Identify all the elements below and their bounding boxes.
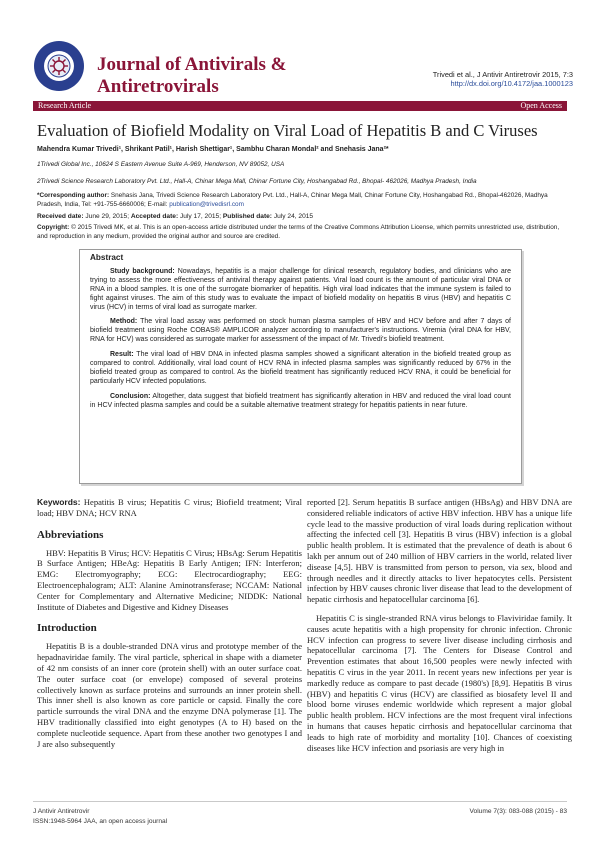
corresponding-author-text: Snehasis Jana, Trivedi Science Research Laboratory Pvt. Ltd., Hall-A, Chinar Mega Mall, Chinar Fortune City, Hoshangabad Rd., Bhopal-462026, Madhya Pradesh, India, Tel: +91-755-6660006; E-mail: [37,192,548,208]
article-type-bar [33,101,567,111]
background-text: Nowadays, hepatitis is a major challenge for clinical research, regulatory bodies, and clinicians who are trying to assess the more effectiveness of antiviral therapy against patients. Viral load count is the amount of particular viral DNA or RNA in a blood samples. It is one of the surrogate biomarker of hepatitis. High viral load indicates that the immune system is failed to fight against viruses. The aim of this study was to evaluate the impact of biofield modality on hepatitis B virus (HBV) and hepatitis C virus (HCV) in terms of viral load as surrogate marker. [90,267,511,311]
keywords [37,497,302,519]
footer-journal: J Antivir Antiretrovir [33,808,90,815]
citation-text: Trivedi et al., J Antivir Antiretrovir 2015, 7:3 [432,70,573,79]
corresponding-email-link[interactable]: publication@trivedisrl.com [169,200,244,208]
affiliation-2: 2Trivedi Science Research Laboratory Pvt. Ltd., Hall-A, Chinar Mega Mall, Chinar Fortune City, Hoshangabad Rd., Bhopal- 462026, Madhya Pradesh, India [37,178,477,185]
introduction-heading: Introduction [37,622,97,635]
article-title: Evaluation of Biofield Modality on Viral Load of Hepatitis B and C Viruses [37,121,538,140]
doi-link[interactable]: http://dx.doi.org/10.4172/jaa.1000123 [450,79,573,88]
conclusion-text: Altogether, data suggest that biofield treatment has significantly alteration in HBV and reduced the viral load count in HCV infected plasma samples and could be a suitable alternative treatment strategy for hepatitis patients in near future. [90,392,511,409]
author-list: Mahendra Kumar Trivedi¹, Shrikant Patil¹, Harish Shettigar¹, Sambhu Charan Mondal² and Snehasis Jana²* [37,146,389,153]
accepted-label: Accepted date: [130,213,179,220]
abstract-heading: Abstract [90,253,124,262]
result-label: Result: [110,351,134,359]
citation-block [433,70,573,88]
accepted-date: July 17, 2015; [180,213,222,220]
keywords-text: Hepatitis B virus; Hepatitis C virus; Biofield treatment; Viral load; HBV DNA; HCV RNA [37,497,303,518]
journal-title [97,54,286,98]
published-label: Published date: [222,213,272,220]
corresponding-author-label: *Corresponding author: [37,192,110,199]
footer-volume: Volume 7(3): 083-088 (2015) - 83 [469,808,567,815]
article-type-label: Research Article [38,101,92,110]
result-text: The viral load of HBV DNA in infected plasma samples showed a significant alteration in the biofield treated group as compared to control. Additionally, viral load count of HCV RNA in infected plasma samples was significantly reduced by 67% in the biofield treated group as compared to control. As the biofield treatment has significantly reduced HCV RNA, it could be beneficial for particularly HCV infected populations. [90,351,511,385]
conclusion-label: Conclusion: [110,392,151,400]
method-text: The viral load assay was performed on stock human plasma samples of HBV and HCV before and after 7 days of biofield treatment using Roche COBAS® AMPLICOR analyzer according to manufacturer's instructions. Viremia (viral DNA for HBV, RNA for HCV) was considered as surrogate marker for assessment of the impact of Mr. Trivedi's biofield treatment. [90,318,511,344]
keywords-label: Keywords: [37,497,81,507]
right-paragraph-2: Hepatitis C is single-stranded RNA virus belongs to Flaviviridae family. It causes acute hepatitis with a high propensity for chronic infection. Chronic HCV infection can progress to severe liver disease including cirrhosis and hepatocellular carcinoma [7]. The Centers for Disease Control and Prevention estimates that about 16,500 peoples were newly infected with hepatitis C virus in the year 2011. In recent years new infections per year is markedly reduce as compare to past decade (1980's) [8,9]. Hepatitis B virus (HBV) and hepatitis C virus (HCV) are classified as biosafety level II and blood borne viruses endemic worldwide which represent a major global public health problem. HCV infections are the most frequent viral infections in humans that causes hepatic cirrhosis and hepatocellular carcinoma that leads to high rate of morbidity and mortality [10]. Chances of coexisting diseases like HCV infection and psoriasis are very high in [307,612,572,753]
right-column [307,497,572,753]
copyright-label: Copyright: [37,224,70,231]
abstract-background [90,268,511,313]
right-paragraph-1: reported [2]. Serum hepatitis B surface antigen (HBsAg) and HBV DNA are considered reliable indicators of active HBV infection. HBV has a unique life cycle lead to the massive production of viral loads during replication without affecting the infected cell [3]. Hepatitis B virus (HBV) infection is a global public health problem. It is estimated that the prevalence of death is about 6 lakh per annum out of 240 million of HBV carriers in the world, related liver disease [4,5]. HBV is transmitted from person to person, via sex, blood and through needles and it directly attacks to liver hepatocytes cells. Persistent infection by HBV causes chronic liver disease that lead to the development of hepatic cirrhosis and hepatocellular carcinoma [6]. [307,497,572,605]
affiliation-1: 1Trivedi Global Inc., 10624 S Eastern Avenue Suite A-969, Henderson, NV 89052, USA [37,161,285,168]
abstract-method [90,318,511,345]
abbreviations-heading: Abbreviations [37,528,104,541]
abstract-conclusion [90,393,511,411]
copyright-notice [37,224,567,241]
journal-logo [33,40,85,92]
left-column [37,497,302,749]
method-label: Method: [110,318,138,326]
corresponding-author [37,192,567,209]
footer-left [33,807,167,827]
received-label: Received date: [37,213,84,220]
footer-issn: ISSN:1948-5964 JAA, an open access journal [33,818,168,825]
introduction-text: Hepatitis B is a double-stranded DNA virus and prototype member of the hepadnaviridae family. The viral particle, spherical in shape with a diameter of 42 nm consists of an inner core (protein shell) with an outer surface coat. The outer surface coat (or envelope) composed of several proteins collectively known as surface proteins and surrounds an inner protein shell. This inner shell is also known as core particle or capsid. Finally the core particle surrounds the viral DNA and the enzyme DNA polymerase [1]. The HBV traditionally classified into eight genotypes (A to H) based on the complete nucleotide sequence. Apart from these another two genotypes I and J are also subsequently [37,641,302,749]
copyright-text: © 2015 Trivedi MK, et al. This is an open-access article distributed under the terms of the Creative Commons Attribution License, which permits unrestricted use, distribution, and reproduction in any medium, provided the original author and source are credited. [37,224,560,240]
received-date: June 29, 2015; [85,213,130,220]
background-label: Study background: [110,267,175,275]
abbreviations-text: HBV: Hepatitis B Virus; HCV: Hepatitis C Virus; HBsAg: Serum Hepatitis B Surface Antigen; HBeAg: Hepatitis B Early Antigen; IFN: Interferon; EMG: Electromyography; ECG: Electrocardiography; EEG: Electroencephalogram; ALT: Alanine Aminotransferase; NCCAM: National Center for Complementary and Alternative Medicine; NIDDK: National Institute of Diabetes and Digestive and Kidney Diseases [37,547,302,612]
published-date: July 24, 2015 [273,213,314,220]
journal-title-line2: Antiretrovirals [97,76,219,97]
open-access-label: Open Access [520,101,562,110]
article-dates [37,212,567,221]
abstract-box [79,249,522,484]
journal-title-line1: Journal of Antivirals & [97,54,287,75]
journal-header [33,40,573,96]
footer-divider [33,801,567,802]
abstract-result [90,351,511,387]
